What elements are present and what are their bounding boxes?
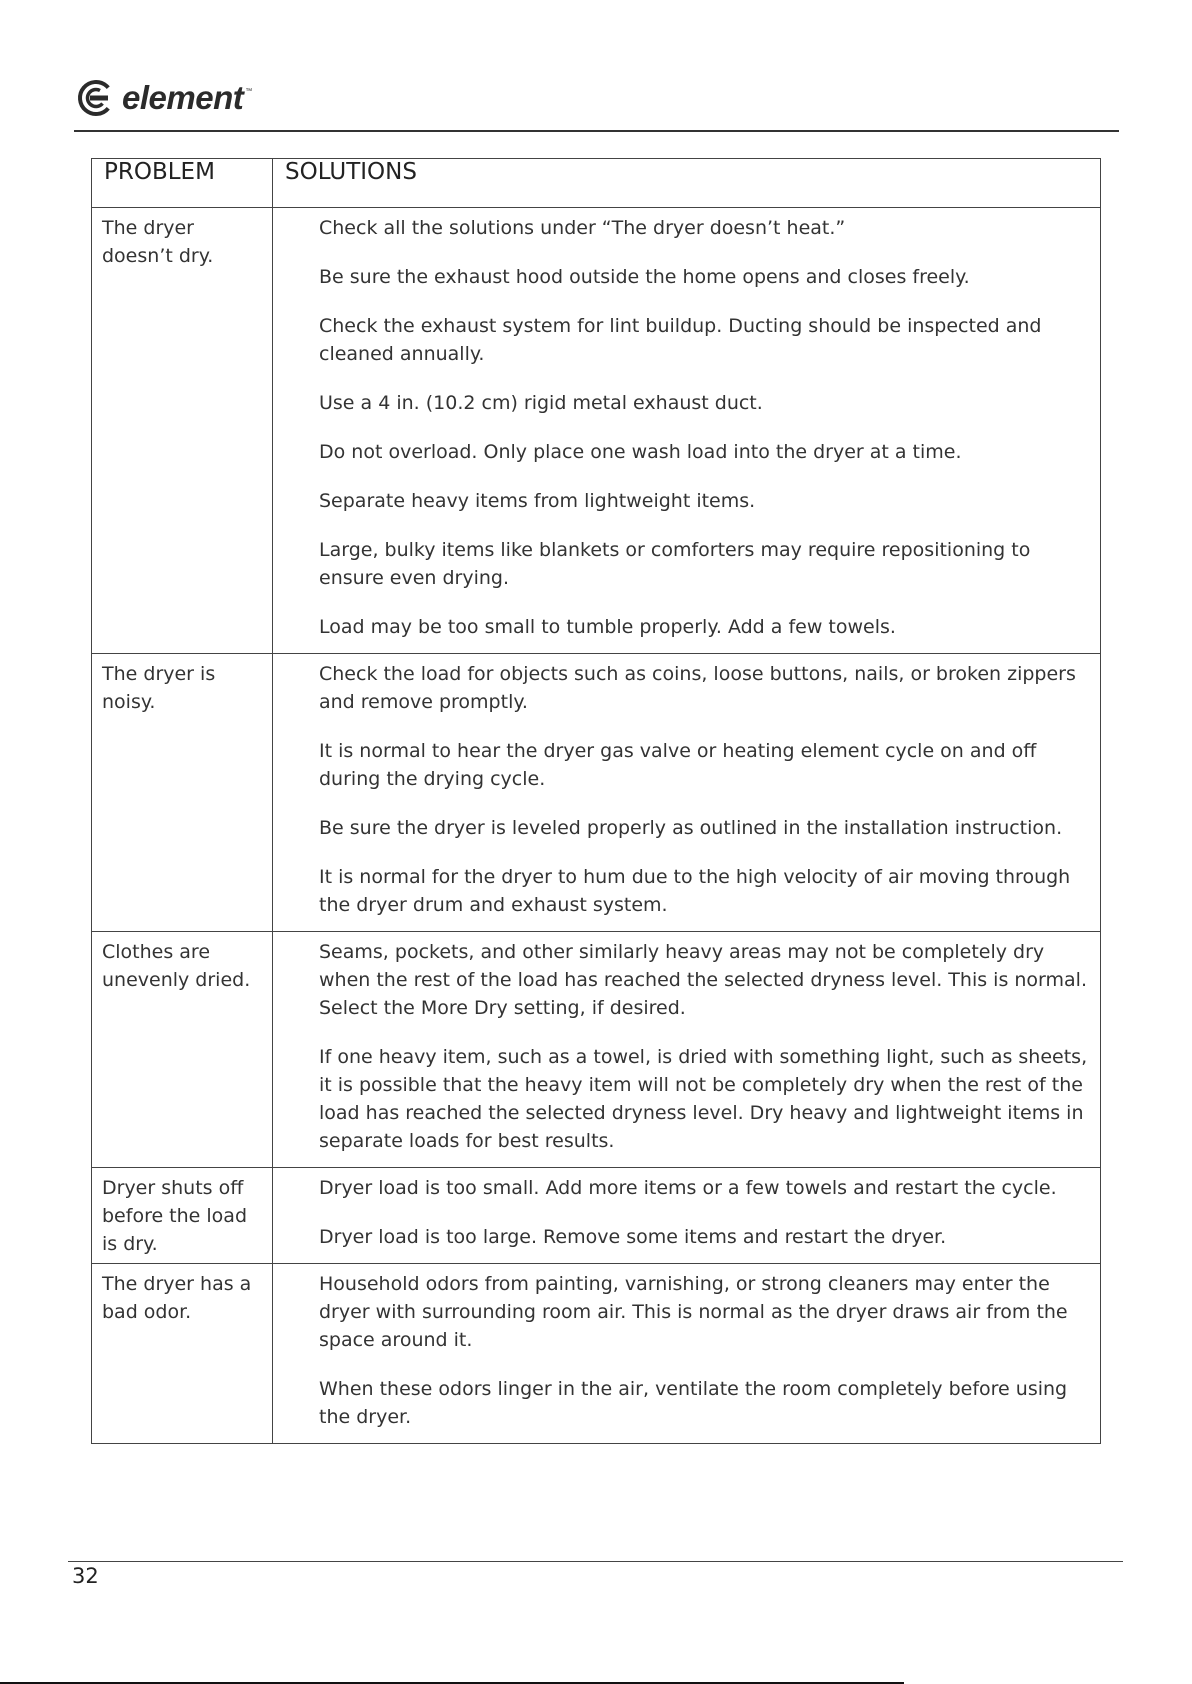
solution-item: Do not overload. Only place one wash load into the dryer at a time. <box>319 441 962 463</box>
element-logo-icon <box>76 78 116 118</box>
trademark-symbol: ™ <box>245 87 253 95</box>
solution-item: Be sure the dryer is leveled properly as outlined in the installation instruction. <box>319 817 1063 839</box>
solution-item: Load may be too small to tumble properly. Add a few towels. <box>319 616 896 638</box>
table-row <box>92 654 1101 932</box>
table-row <box>92 932 1101 1168</box>
page-number: 32 <box>72 1564 99 1588</box>
solutions-cell <box>273 932 1101 1168</box>
problem-cell: Dryer shuts off before the load is dry. <box>92 1168 273 1264</box>
page-header <box>76 78 252 124</box>
solution-item: Separate heavy items from lightweight items. <box>319 490 756 512</box>
column-header-solutions: SOLUTIONS <box>273 159 1101 208</box>
solutions-cell <box>273 208 1101 654</box>
solution-item: Large, bulky items like blankets or comforters may require repositioning to ensure even drying. <box>319 539 1031 589</box>
table-header-row <box>92 159 1101 208</box>
table-row <box>92 208 1101 654</box>
brand-logo <box>76 78 252 118</box>
solution-item: Check the load for objects such as coins, loose buttons, nails, or broken zippers and remove promptly. <box>319 663 1076 713</box>
solution-item: It is normal for the dryer to hum due to the high velocity of air moving through the dryer drum and exhaust system. <box>319 866 1071 916</box>
table-row <box>92 1168 1101 1264</box>
problem-cell: The dryer doesn’t dry. <box>92 208 273 654</box>
solution-item: Household odors from painting, varnishing, or strong cleaners may enter the dryer with surrounding room air. This is normal as the dryer draws air from the space around it. <box>319 1273 1068 1351</box>
solution-item: If one heavy item, such as a towel, is dried with something light, such as sheets, it is possible that the heavy item will not be completely dry when the rest of the load has reached the selected dryness level. Dry heavy and lightweight items in separate loads for best results. <box>319 1046 1088 1152</box>
solutions-cell <box>273 654 1101 932</box>
solution-item: It is normal to hear the dryer gas valve or heating element cycle on and off during the drying cycle. <box>319 740 1037 790</box>
table-row <box>92 1264 1101 1444</box>
brand-wordmark: element <box>122 79 244 116</box>
solution-item: Check all the solutions under “The dryer doesn’t heat.” <box>319 217 846 239</box>
solutions-cell <box>273 1264 1101 1444</box>
column-header-problem: PROBLEM <box>92 159 273 208</box>
solution-item: Check the exhaust system for lint buildup. Ducting should be inspected and cleaned annually. <box>319 315 1042 365</box>
footer-divider <box>68 1561 1123 1562</box>
problem-cell: Clothes are unevenly dried. <box>92 932 273 1168</box>
solution-item: Be sure the exhaust hood outside the home opens and closes freely. <box>319 266 970 288</box>
solution-item: Seams, pockets, and other similarly heavy areas may not be completely dry when the rest of the load has reached the selected dryness level. This is normal. Select the More Dry setting, if desired. <box>319 941 1087 1019</box>
troubleshooting-table <box>91 158 1101 1444</box>
problem-cell: The dryer has a bad odor. <box>92 1264 273 1444</box>
solution-item: When these odors linger in the air, ventilate the room completely before using the dryer. <box>319 1378 1068 1428</box>
solution-item: Dryer load is too large. Remove some items and restart the dryer. <box>319 1226 947 1248</box>
solution-item: Use a 4 in. (10.2 cm) rigid metal exhaust duct. <box>319 392 763 414</box>
header-divider <box>74 130 1119 132</box>
solutions-cell <box>273 1168 1101 1264</box>
problem-cell: The dryer is noisy. <box>92 654 273 932</box>
solution-item: Dryer load is too small. Add more items or a few towels and restart the cycle. <box>319 1177 1057 1199</box>
